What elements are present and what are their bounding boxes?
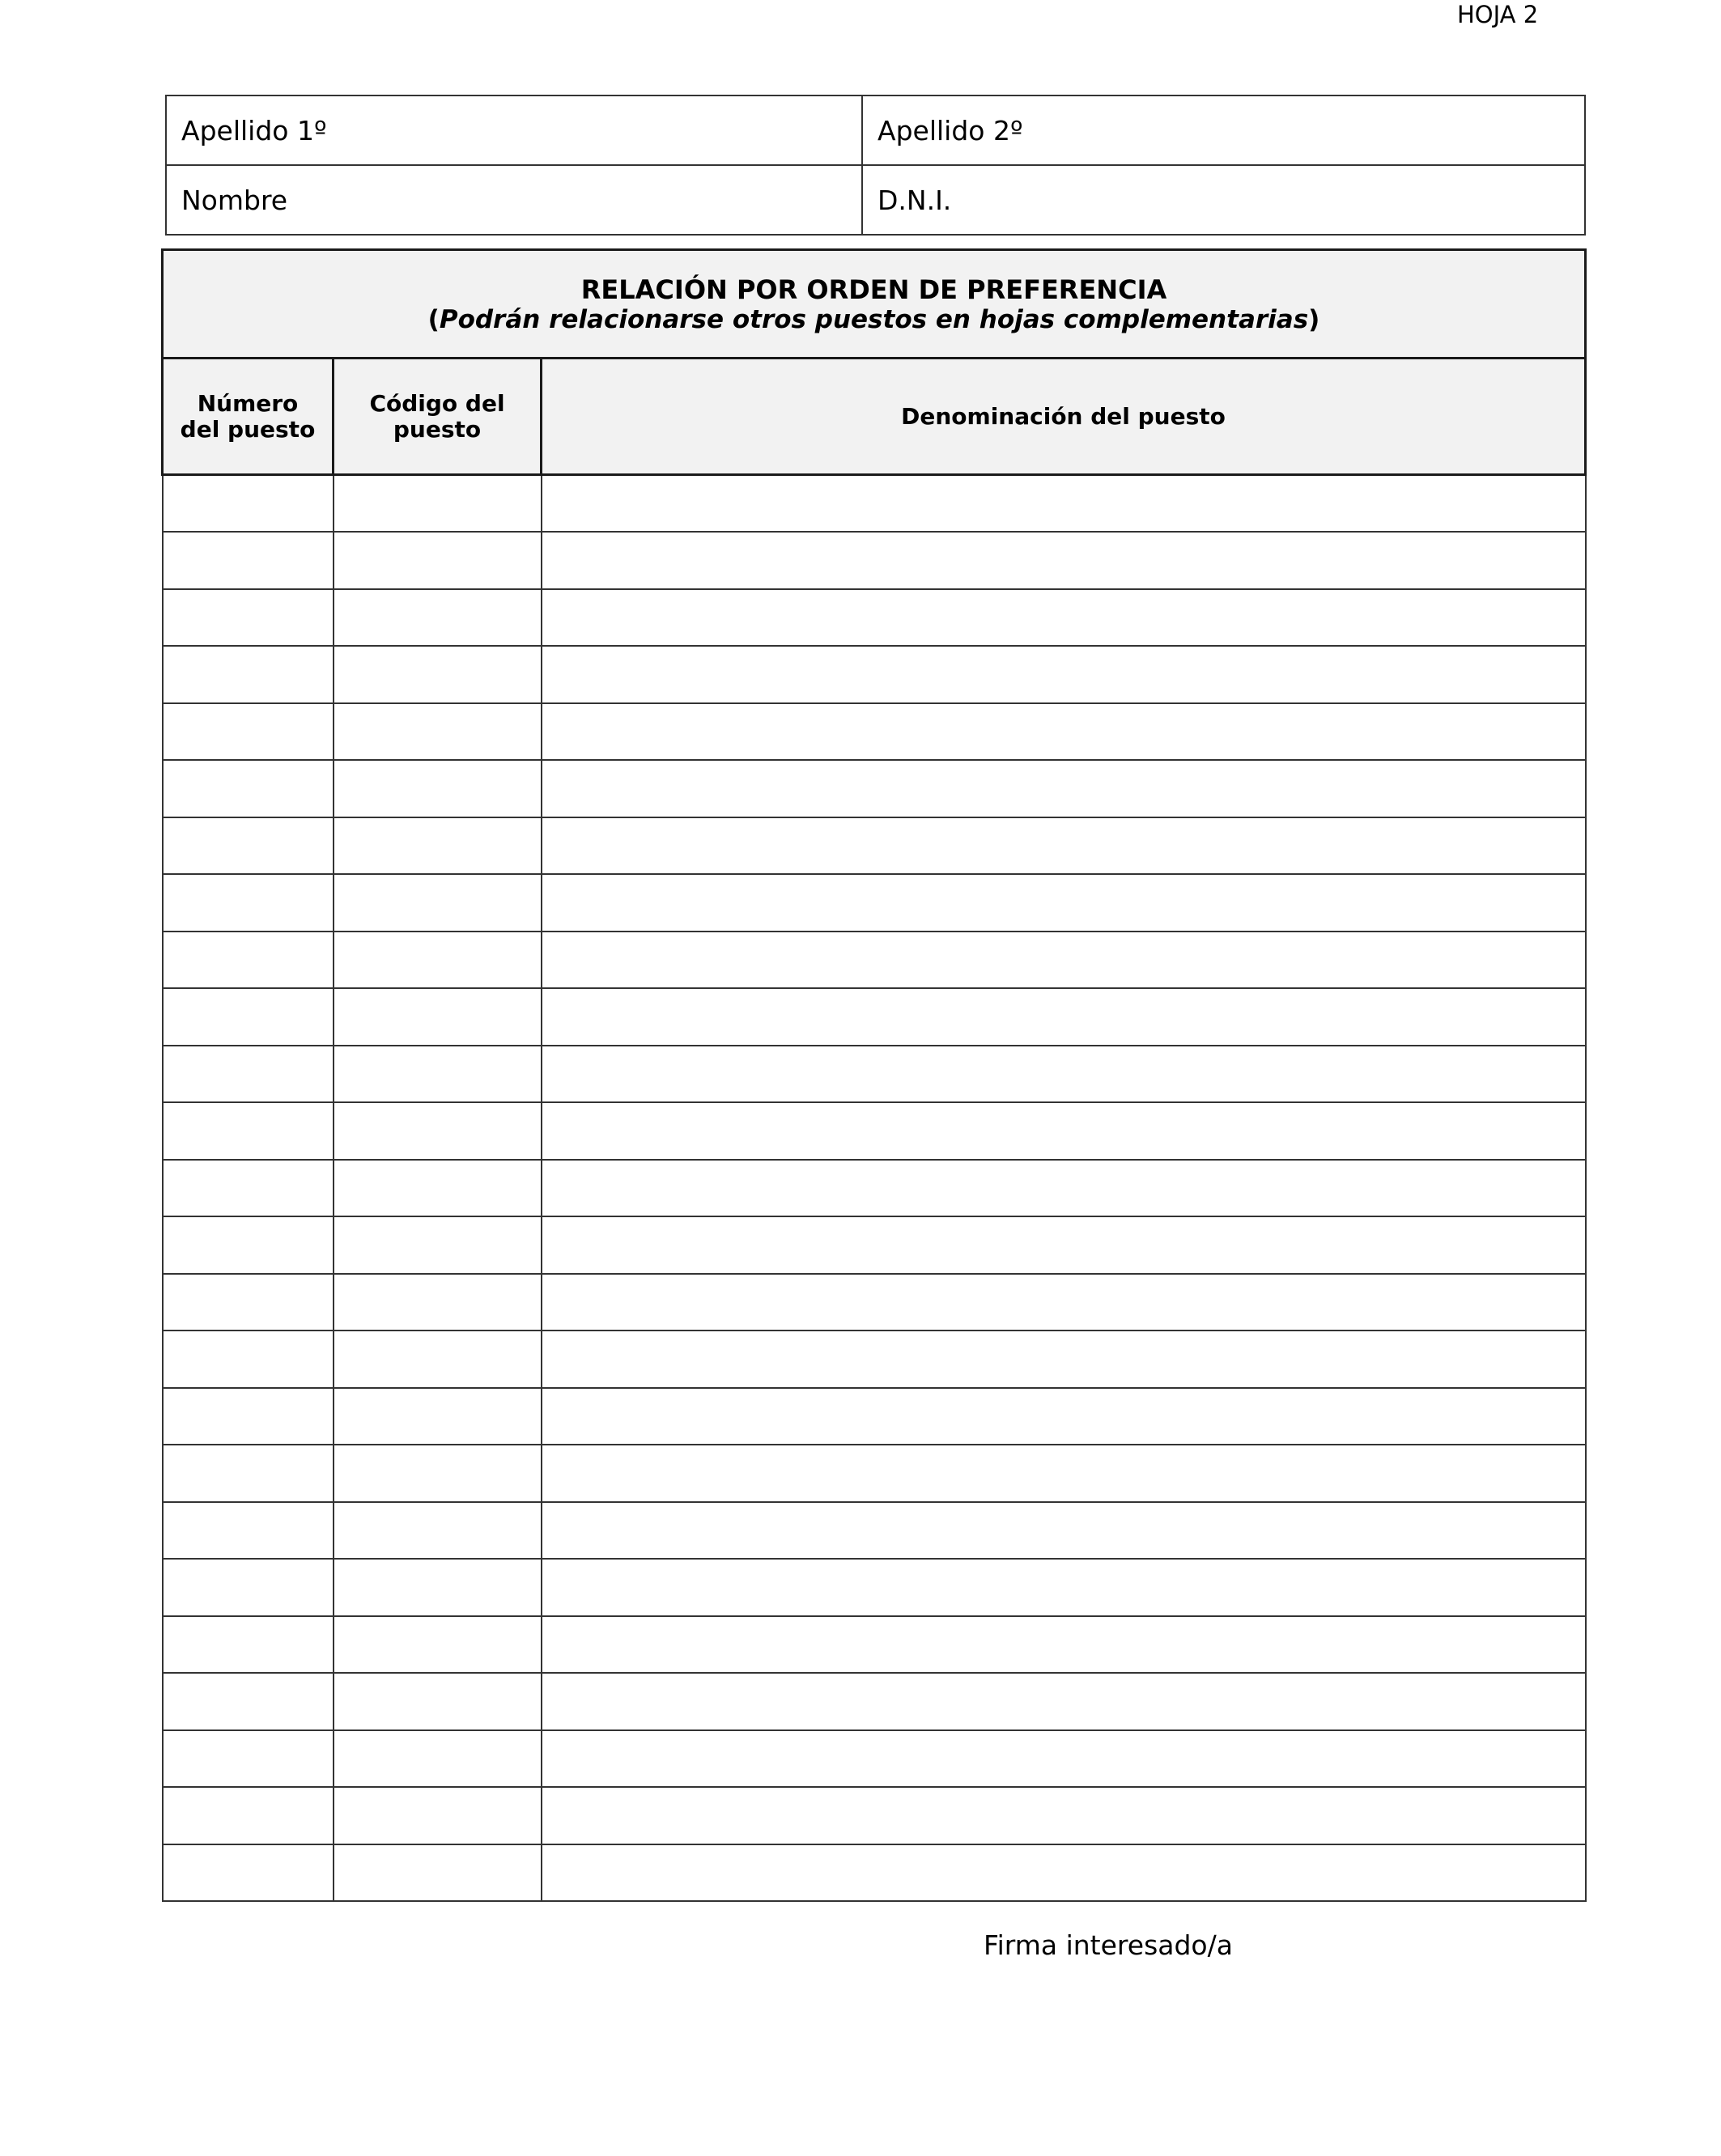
code-cell[interactable]: [334, 703, 542, 761]
number-cell[interactable]: [163, 932, 334, 989]
column-header-code: Código del puesto: [334, 359, 542, 475]
name-label: Nombre: [181, 184, 288, 216]
number-cell[interactable]: [163, 532, 334, 589]
table-row: [163, 589, 1586, 647]
number-cell[interactable]: [163, 760, 334, 817]
denomination-cell[interactable]: [542, 1616, 1586, 1674]
number-cell[interactable]: [163, 1559, 334, 1616]
table-row: [163, 1274, 1586, 1331]
preference-table-title: [163, 250, 1586, 359]
table-row: [163, 874, 1586, 932]
code-cell[interactable]: [334, 1160, 542, 1217]
number-cell[interactable]: [163, 703, 334, 761]
denomination-cell[interactable]: [542, 1102, 1586, 1160]
table-row: [163, 703, 1586, 761]
code-cell[interactable]: [334, 1388, 542, 1445]
table-row: [163, 1673, 1586, 1730]
code-cell[interactable]: [334, 1559, 542, 1616]
table-row: [163, 1502, 1586, 1560]
code-cell[interactable]: [334, 1445, 542, 1502]
table-row: [163, 1160, 1586, 1217]
preference-subtitle: (Podrán relacionarse otros puestos en hojas complementarias): [427, 304, 1320, 334]
table-row: [163, 988, 1586, 1046]
number-cell[interactable]: [163, 646, 334, 703]
table-row: [163, 1616, 1586, 1674]
code-cell[interactable]: [334, 1673, 542, 1730]
personal-data-row: [166, 165, 1585, 235]
table-row: [163, 1388, 1586, 1445]
code-cell[interactable]: [334, 1730, 542, 1788]
number-cell[interactable]: [163, 1673, 334, 1730]
table-row: [163, 1102, 1586, 1160]
denomination-cell[interactable]: [542, 703, 1586, 761]
denomination-cell[interactable]: [542, 1559, 1586, 1616]
code-cell[interactable]: [334, 1502, 542, 1560]
table-row: [163, 1730, 1586, 1788]
number-cell[interactable]: [163, 1730, 334, 1788]
denomination-cell[interactable]: [542, 1502, 1586, 1560]
signature-label: Firma interesado/a: [984, 1929, 1233, 1961]
number-cell[interactable]: [163, 1445, 334, 1502]
code-cell[interactable]: [334, 646, 542, 703]
denomination-cell[interactable]: [542, 646, 1586, 703]
table-row: [163, 646, 1586, 703]
surname1-label: Apellido 1º: [181, 114, 327, 146]
number-cell[interactable]: [163, 1787, 334, 1844]
number-cell[interactable]: [163, 1046, 334, 1103]
code-cell[interactable]: [334, 874, 542, 932]
table-row: [163, 1844, 1586, 1902]
number-cell[interactable]: [163, 988, 334, 1046]
denomination-cell[interactable]: [542, 1274, 1586, 1331]
table-row: [163, 817, 1586, 875]
denomination-cell[interactable]: [542, 1331, 1586, 1388]
denomination-cell[interactable]: [542, 874, 1586, 932]
denomination-cell[interactable]: [542, 1787, 1586, 1844]
denomination-cell[interactable]: [542, 1388, 1586, 1445]
surname2-field[interactable]: [862, 95, 1585, 165]
denomination-cell[interactable]: [542, 532, 1586, 589]
code-cell[interactable]: [334, 1102, 542, 1160]
id-label: D.N.I.: [877, 184, 952, 216]
column-header-number: Número del puesto: [163, 359, 334, 475]
code-cell[interactable]: [334, 1274, 542, 1331]
number-cell[interactable]: [163, 589, 334, 647]
number-cell[interactable]: [163, 1844, 334, 1902]
code-cell[interactable]: [334, 1616, 542, 1674]
code-cell[interactable]: [334, 532, 542, 589]
table-row: [163, 1331, 1586, 1388]
code-cell[interactable]: [334, 1787, 542, 1844]
number-cell[interactable]: [163, 1102, 334, 1160]
denomination-cell[interactable]: [542, 1844, 1586, 1902]
code-cell[interactable]: [334, 988, 542, 1046]
denomination-cell[interactable]: [542, 1445, 1586, 1502]
denomination-cell[interactable]: [542, 988, 1586, 1046]
table-row: [163, 475, 1586, 533]
number-cell[interactable]: [163, 1502, 334, 1560]
code-cell[interactable]: [334, 1331, 542, 1388]
personal-data-row: [166, 95, 1585, 165]
personal-data-table: [165, 95, 1586, 236]
denomination-cell[interactable]: [542, 932, 1586, 989]
code-cell[interactable]: [334, 1844, 542, 1902]
table-row: [163, 760, 1586, 817]
number-cell[interactable]: [163, 1216, 334, 1274]
number-cell[interactable]: [163, 1388, 334, 1445]
table-row: [163, 1216, 1586, 1274]
id-field[interactable]: [862, 165, 1585, 235]
number-cell[interactable]: [163, 1331, 334, 1388]
denomination-cell[interactable]: [542, 1673, 1586, 1730]
number-cell[interactable]: [163, 1274, 334, 1331]
table-row: [163, 532, 1586, 589]
denomination-cell[interactable]: [542, 1730, 1586, 1788]
name-field[interactable]: [166, 165, 862, 235]
table-row: [163, 1445, 1586, 1502]
denomination-cell[interactable]: [542, 760, 1586, 817]
number-cell[interactable]: [163, 817, 334, 875]
denomination-cell[interactable]: [542, 1046, 1586, 1103]
table-row: [163, 932, 1586, 989]
code-cell[interactable]: [334, 1216, 542, 1274]
surname2-label: Apellido 2º: [877, 114, 1023, 146]
table-row: [163, 1787, 1586, 1844]
code-cell[interactable]: [334, 589, 542, 647]
number-cell[interactable]: [163, 1160, 334, 1217]
column-header-denomination: Denominación del puesto: [542, 359, 1586, 475]
preference-table: [161, 248, 1587, 1902]
sheet-label: HOJA 2: [1457, 1, 1539, 28]
code-cell[interactable]: [334, 475, 542, 533]
code-cell[interactable]: [334, 760, 542, 817]
number-cell[interactable]: [163, 1616, 334, 1674]
code-cell[interactable]: [334, 1046, 542, 1103]
denomination-cell[interactable]: [542, 1160, 1586, 1217]
denomination-cell[interactable]: [542, 475, 1586, 533]
number-cell[interactable]: [163, 874, 334, 932]
denomination-cell[interactable]: [542, 589, 1586, 647]
table-row: [163, 1559, 1586, 1616]
denomination-cell[interactable]: [542, 817, 1586, 875]
code-cell[interactable]: [334, 932, 542, 989]
denomination-cell[interactable]: [542, 1216, 1586, 1274]
number-cell[interactable]: [163, 475, 334, 533]
surname1-field[interactable]: [166, 95, 862, 165]
table-row: [163, 1046, 1586, 1103]
preference-title: RELACIÓN POR ORDEN DE PREFERENCIA: [580, 274, 1167, 305]
code-cell[interactable]: [334, 817, 542, 875]
